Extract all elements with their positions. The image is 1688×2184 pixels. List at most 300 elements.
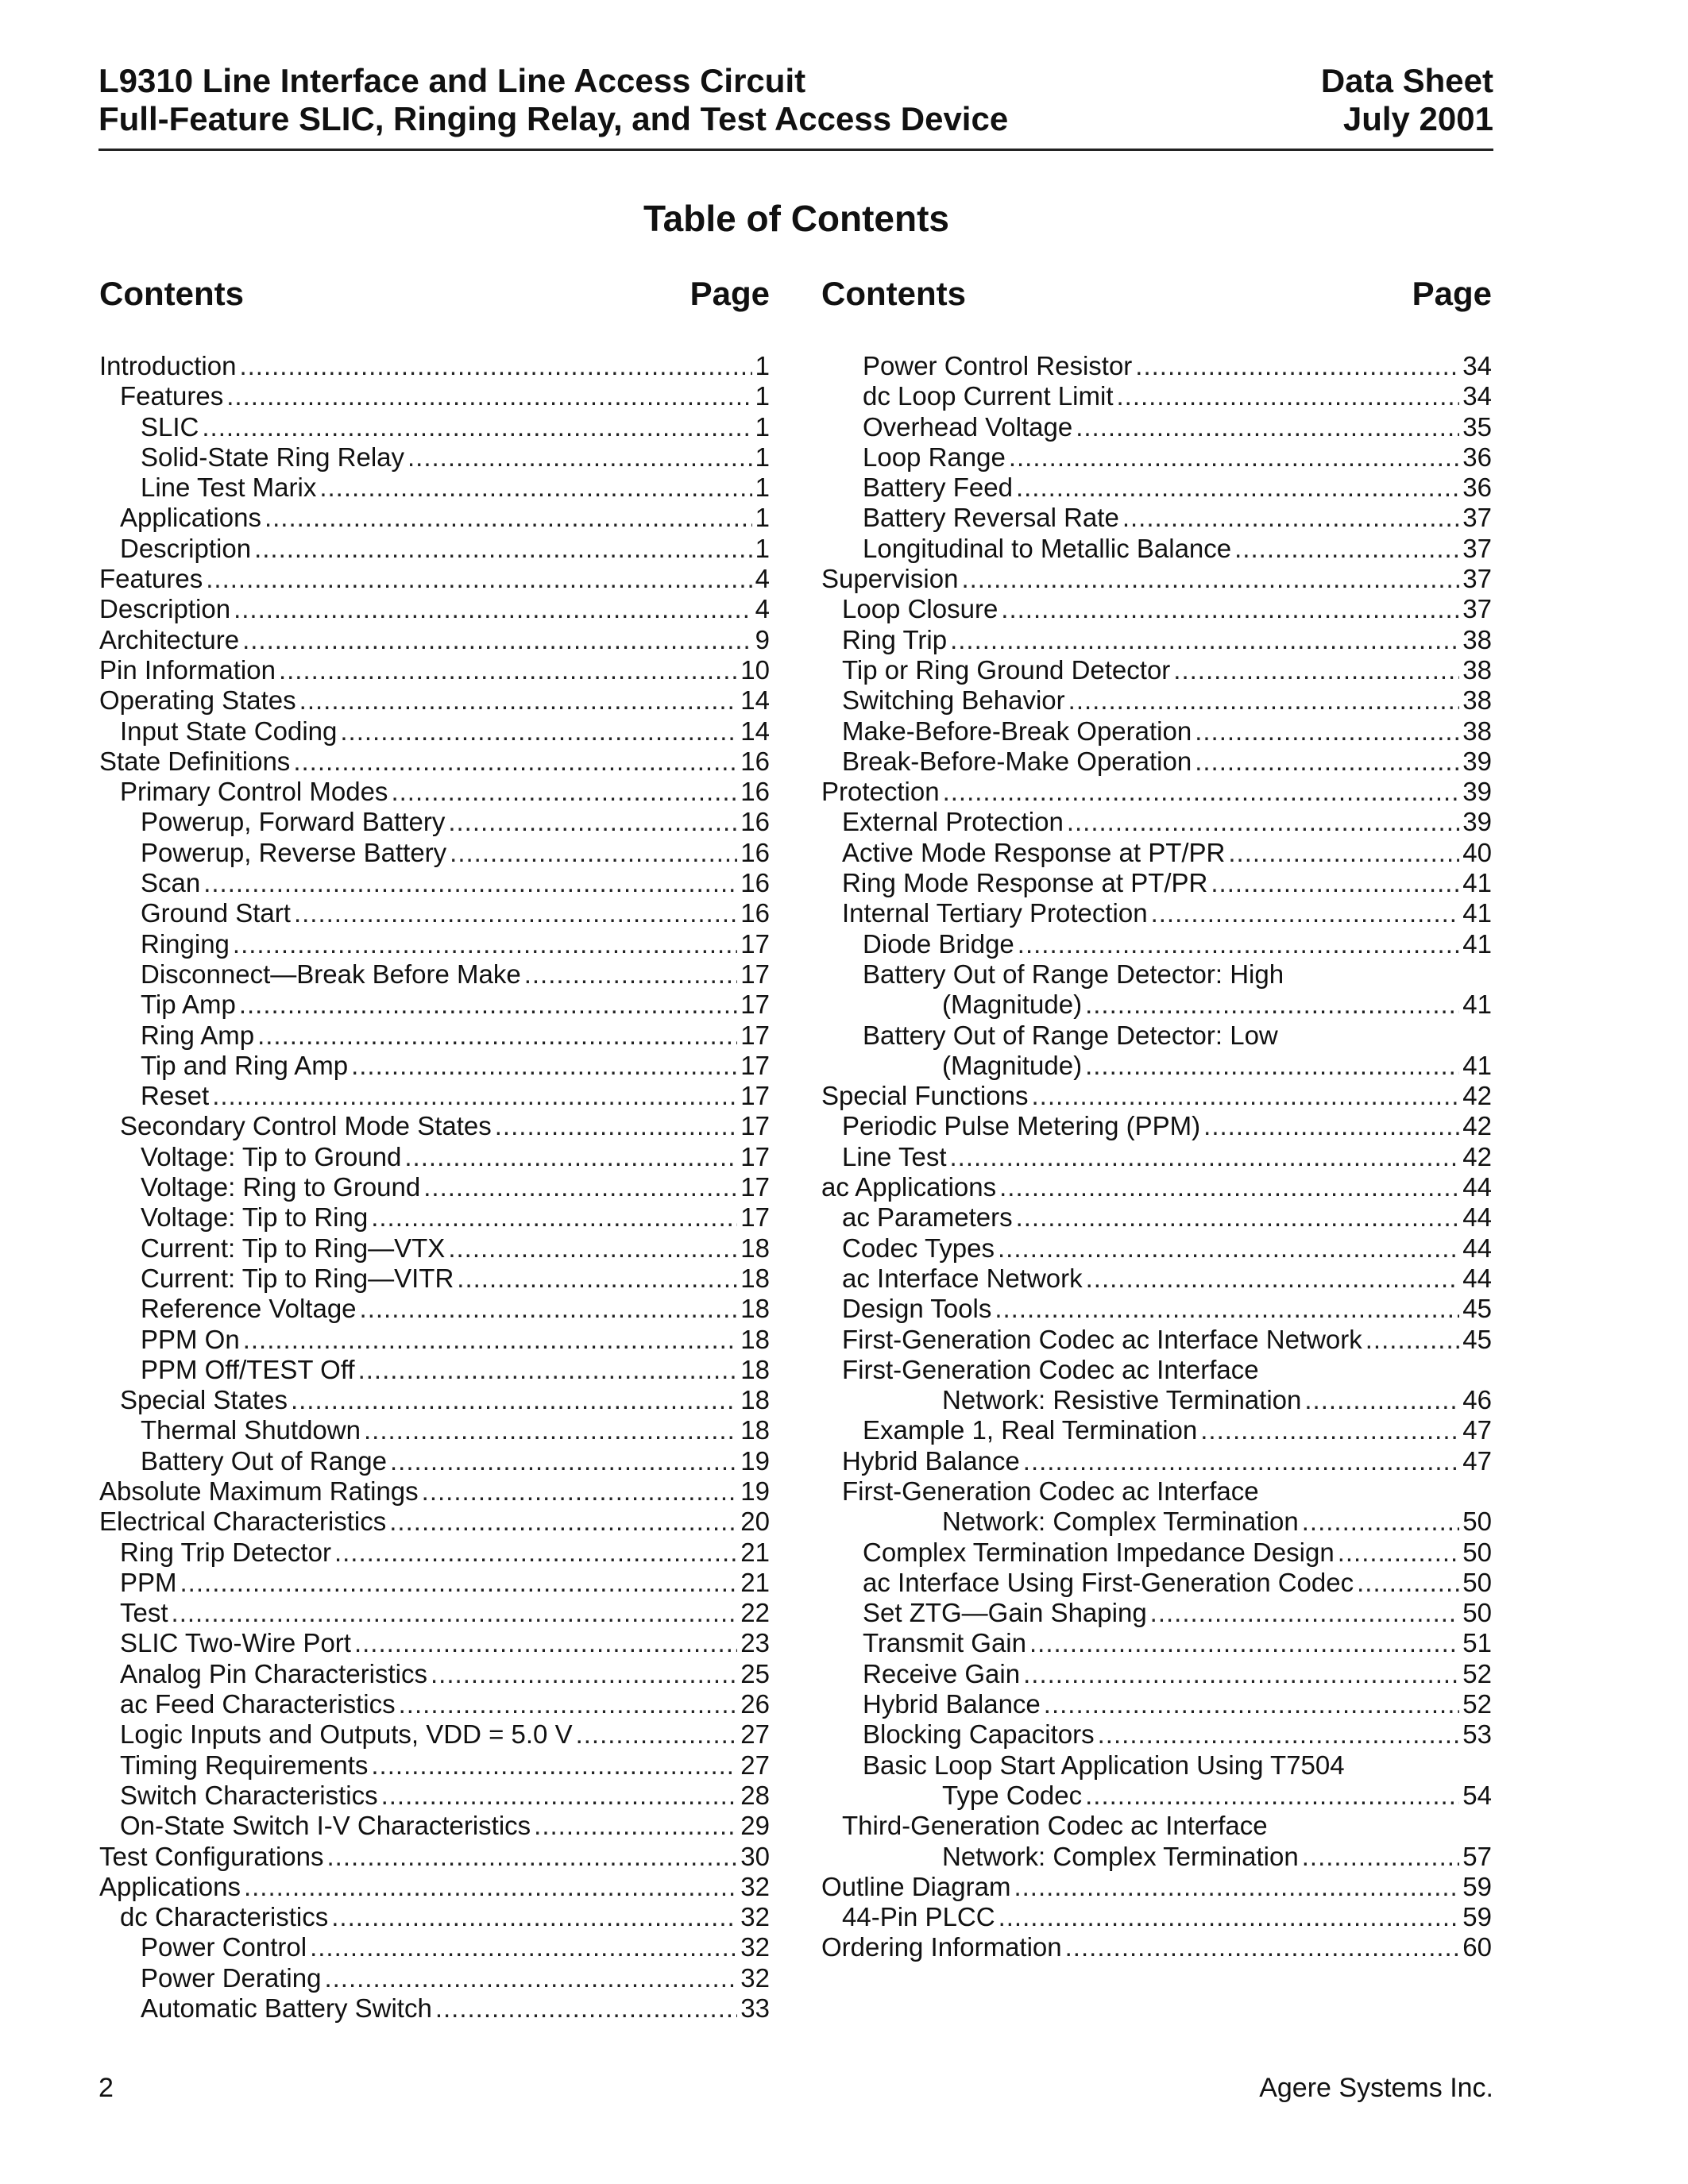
toc-entry[interactable] bbox=[821, 1811, 1492, 1841]
toc-entry-label: Supervision bbox=[821, 564, 959, 594]
toc-entry[interactable] bbox=[821, 1172, 1492, 1202]
toc-entry-label: Ring Amp bbox=[141, 1020, 255, 1050]
toc-entry[interactable] bbox=[99, 594, 770, 624]
toc-entry-page: 17 bbox=[740, 928, 770, 959]
toc-entry[interactable] bbox=[99, 716, 770, 747]
toc-entry[interactable] bbox=[99, 473, 770, 503]
toc-entry-label: Loop Range bbox=[863, 442, 1006, 472]
toc-dot-leader bbox=[435, 1993, 737, 2024]
toc-entry[interactable] bbox=[99, 1385, 770, 1415]
toc-entry-label: Tip and Ring Amp bbox=[141, 1050, 349, 1080]
toc-entry[interactable] bbox=[821, 1051, 1492, 1081]
toc-entry-label: Solid-State Ring Relay bbox=[141, 442, 404, 472]
toc-dot-leader bbox=[364, 1415, 737, 1445]
toc-entry-page: 59 bbox=[1462, 1871, 1492, 1901]
toc-entry[interactable] bbox=[99, 1993, 770, 2024]
toc-entry[interactable] bbox=[821, 1781, 1492, 1811]
toc-entry[interactable] bbox=[821, 777, 1492, 807]
toc-entry[interactable] bbox=[99, 1325, 770, 1355]
toc-entry[interactable] bbox=[99, 1172, 770, 1202]
toc-entry-label: Type Codec bbox=[942, 1780, 1083, 1810]
toc-entry[interactable] bbox=[99, 959, 770, 990]
toc-entry[interactable] bbox=[99, 929, 770, 959]
toc-entry-label: Battery Out of Range bbox=[141, 1445, 388, 1476]
toc-entry-page: 39 bbox=[1462, 807, 1492, 837]
toc-entry[interactable] bbox=[99, 1264, 770, 1294]
toc-entry-label: Tip Amp bbox=[141, 990, 236, 1020]
toc-entry[interactable] bbox=[99, 1111, 770, 1141]
toc-entry[interactable] bbox=[821, 1142, 1492, 1172]
toc-entry-page: 16 bbox=[740, 807, 770, 837]
toc-entry-label: ac Feed Characteristics bbox=[120, 1689, 396, 1719]
toc-entry[interactable] bbox=[99, 1719, 770, 1750]
toc-entry-label: Network: Complex Termination bbox=[942, 1841, 1299, 1871]
toc-entry-page: 32 bbox=[740, 1962, 770, 1993]
toc-entry-page: 34 bbox=[1462, 351, 1492, 380]
toc-entry[interactable] bbox=[821, 1628, 1492, 1658]
toc-entry-label: PPM Off/TEST Off bbox=[141, 1354, 355, 1384]
left-column-header bbox=[99, 272, 770, 316]
toc-entry[interactable] bbox=[99, 1415, 770, 1445]
toc-entry[interactable] bbox=[99, 625, 770, 655]
toc-entry[interactable] bbox=[821, 1932, 1492, 1962]
toc-entry-page: 9 bbox=[755, 624, 770, 654]
toc-dot-leader bbox=[1044, 1689, 1460, 1719]
toc-entry-page: 4 bbox=[755, 594, 770, 624]
toc-entry-label: Line Test Marix bbox=[141, 473, 317, 503]
toc-entry-label: Operating States bbox=[99, 685, 296, 716]
toc-entry[interactable] bbox=[99, 1689, 770, 1719]
toc-entry[interactable] bbox=[821, 564, 1492, 594]
toc-entry[interactable] bbox=[821, 655, 1492, 685]
toc-entry-label: Input State Coding bbox=[120, 716, 338, 746]
toc-entry-label: Absolute Maximum Ratings bbox=[99, 1476, 419, 1506]
toc-entry[interactable] bbox=[99, 1142, 770, 1172]
toc-entry-page: 17 bbox=[740, 1020, 770, 1050]
toc-entry[interactable] bbox=[99, 1446, 770, 1476]
toc-entry[interactable] bbox=[821, 868, 1492, 898]
toc-dot-leader bbox=[999, 1902, 1460, 1932]
toc-entry-page: 17 bbox=[740, 990, 770, 1020]
toc-entry-page: 27 bbox=[740, 1750, 770, 1780]
toc-entry-label: Features bbox=[99, 564, 203, 594]
toc-entry[interactable] bbox=[99, 381, 770, 411]
toc-dot-leader bbox=[242, 625, 752, 655]
toc-entry-page: 20 bbox=[740, 1507, 770, 1537]
toc-entry[interactable] bbox=[99, 412, 770, 442]
toc-entry-page: 59 bbox=[1462, 1902, 1492, 1932]
toc-entry[interactable] bbox=[821, 1355, 1492, 1385]
toc-dot-leader bbox=[1302, 1842, 1460, 1872]
toc-entry[interactable] bbox=[99, 1294, 770, 1324]
toc-entry-label: First-Generation Codec ac Interface bbox=[842, 1476, 1259, 1506]
toc-entry[interactable] bbox=[99, 1081, 770, 1111]
toc-entry[interactable] bbox=[99, 747, 770, 777]
toc-dot-leader bbox=[1098, 1719, 1460, 1750]
toc-entry-label: Applications bbox=[120, 503, 261, 533]
toc-dot-leader bbox=[457, 1264, 737, 1294]
toc-entry-label: (Magnitude) bbox=[942, 1050, 1083, 1080]
toc-entry[interactable] bbox=[99, 1051, 770, 1081]
toc-dot-leader bbox=[1031, 1081, 1459, 1111]
toc-entry-page: 1 bbox=[755, 533, 770, 563]
toc-dot-leader bbox=[1029, 1628, 1459, 1658]
toc-entry[interactable] bbox=[821, 747, 1492, 777]
toc-dot-leader bbox=[1302, 1507, 1460, 1537]
toc-dot-leader bbox=[334, 1538, 737, 1568]
toc-entry[interactable] bbox=[99, 777, 770, 807]
title-line-2: Full-Feature SLIC, Ringing Relay, and Test Access Device bbox=[98, 100, 1009, 137]
toc-dot-leader bbox=[1228, 838, 1459, 868]
toc-entry-label: Introduction bbox=[99, 351, 237, 380]
toc-entry[interactable] bbox=[821, 351, 1492, 381]
toc-entry-page: 17 bbox=[740, 1141, 770, 1171]
toc-entry[interactable] bbox=[821, 1902, 1492, 1932]
toc-dot-leader bbox=[524, 959, 738, 990]
toc-entry-label: Line Test bbox=[842, 1141, 947, 1171]
toc-entry[interactable] bbox=[99, 1872, 770, 1902]
toc-entry-page: 25 bbox=[740, 1658, 770, 1688]
toc-entry[interactable] bbox=[821, 716, 1492, 747]
toc-entry-label: Thermal Shutdown bbox=[141, 1415, 361, 1445]
toc-entry-label: Special States bbox=[120, 1385, 288, 1415]
toc-dot-leader bbox=[340, 716, 737, 747]
toc-entry-label: Test bbox=[120, 1598, 168, 1628]
toc-dot-leader bbox=[239, 351, 751, 381]
toc-entry-page: 1 bbox=[755, 381, 770, 411]
toc-entry[interactable] bbox=[821, 1507, 1492, 1537]
toc-dot-leader bbox=[576, 1719, 738, 1750]
toc-entry-label: Ground Start bbox=[141, 898, 291, 928]
page-heading: Page bbox=[689, 275, 770, 312]
toc-entry[interactable] bbox=[99, 1781, 770, 1811]
toc-dot-leader bbox=[226, 381, 751, 411]
toc-entry[interactable] bbox=[821, 807, 1492, 837]
toc-entry[interactable] bbox=[99, 1811, 770, 1841]
toc-entry[interactable] bbox=[821, 1385, 1492, 1415]
toc-entry[interactable] bbox=[821, 1021, 1492, 1051]
toc-dot-leader bbox=[294, 898, 737, 928]
toc-dot-leader bbox=[1076, 412, 1459, 442]
toc-dot-leader bbox=[279, 655, 737, 685]
toc-entry[interactable] bbox=[821, 594, 1492, 624]
toc-entry-page: 1 bbox=[755, 473, 770, 503]
toc-entry-page: 18 bbox=[740, 1415, 770, 1445]
toc-entry[interactable] bbox=[821, 1294, 1492, 1324]
toc-entry-label: Network: Complex Termination bbox=[942, 1507, 1299, 1537]
toc-dot-leader bbox=[326, 1842, 737, 1872]
toc-entry-label: (Magnitude) bbox=[942, 990, 1083, 1020]
toc-dot-leader bbox=[243, 1325, 738, 1355]
toc-entry-label: Active Mode Response at PT/PR bbox=[842, 837, 1226, 867]
toc-entry[interactable] bbox=[99, 838, 770, 868]
toc-entry-page: 50 bbox=[1462, 1598, 1492, 1628]
toc-entry-label: Current: Tip to Ring—VTX bbox=[141, 1233, 446, 1263]
toc-dot-leader bbox=[299, 685, 738, 716]
toc-entry[interactable] bbox=[99, 442, 770, 473]
toc-dot-leader bbox=[351, 1051, 737, 1081]
toc-dot-leader bbox=[1016, 1202, 1460, 1233]
toc-entry[interactable] bbox=[821, 1689, 1492, 1719]
toc-entry-page: 44 bbox=[1462, 1263, 1492, 1293]
toc-entry[interactable] bbox=[821, 412, 1492, 442]
toc-entry[interactable] bbox=[99, 1598, 770, 1628]
toc-entry[interactable] bbox=[99, 1355, 770, 1385]
toc-entry[interactable] bbox=[821, 1111, 1492, 1141]
toc-entry-label: Switch Characteristics bbox=[120, 1780, 378, 1810]
toc-dot-leader bbox=[999, 1172, 1459, 1202]
toc-dot-leader bbox=[1150, 1598, 1460, 1628]
toc-entry-page: 17 bbox=[740, 1050, 770, 1080]
toc-dot-leader bbox=[1200, 1415, 1459, 1445]
toc-dot-leader bbox=[423, 1172, 737, 1202]
toc-entry[interactable] bbox=[821, 1568, 1492, 1598]
toc-entry-page: 36 bbox=[1462, 442, 1492, 472]
toc-entry-label: Transmit Gain bbox=[863, 1628, 1026, 1658]
toc-entry[interactable] bbox=[821, 1750, 1492, 1781]
toc-right-column bbox=[821, 272, 1492, 1962]
document-title bbox=[98, 62, 1008, 138]
toc-dot-leader bbox=[448, 807, 737, 837]
toc-dot-leader bbox=[1023, 1446, 1460, 1476]
toc-dot-leader bbox=[371, 1750, 737, 1781]
page-heading: Page bbox=[1412, 275, 1492, 312]
toc-entry[interactable] bbox=[821, 685, 1492, 716]
toc-entry-label: Disconnect—Break Before Make bbox=[141, 959, 521, 989]
toc-dot-leader bbox=[950, 625, 1459, 655]
toc-entry-page: 17 bbox=[740, 1202, 770, 1233]
toc-entry[interactable] bbox=[99, 1932, 770, 1962]
toc-entry-label: Loop Closure bbox=[842, 594, 999, 624]
footer-page-number: 2 bbox=[98, 2073, 114, 2103]
toc-entry[interactable] bbox=[821, 381, 1492, 411]
toc-entry-label: Special Functions bbox=[821, 1081, 1029, 1111]
toc-entry[interactable] bbox=[821, 1872, 1492, 1902]
toc-entry-page: 46 bbox=[1462, 1385, 1492, 1415]
toc-entry-page: 51 bbox=[1462, 1628, 1492, 1658]
toc-entry-page: 52 bbox=[1462, 1689, 1492, 1719]
toc-entry-label: dc Characteristics bbox=[120, 1902, 329, 1932]
toc-entry-label: Ring Trip Detector bbox=[120, 1537, 331, 1567]
toc-dot-leader bbox=[949, 1142, 1459, 1172]
toc-dot-leader bbox=[331, 1902, 737, 1932]
toc-dot-leader bbox=[1016, 473, 1459, 503]
toc-entry-page: 41 bbox=[1462, 898, 1492, 928]
toc-entry[interactable] bbox=[821, 1415, 1492, 1445]
toc-dot-leader bbox=[495, 1111, 738, 1141]
toc-entry-label: Voltage: Tip to Ground bbox=[141, 1141, 402, 1171]
toc-entry-label: Third-Generation Codec ac Interface bbox=[842, 1811, 1268, 1841]
toc-entry-page: 1 bbox=[755, 351, 770, 380]
toc-entry-label: ac Applications bbox=[821, 1172, 997, 1202]
toc-entry-label: Longitudinal to Metallic Balance bbox=[863, 533, 1232, 563]
toc-entry-label: Power Derating bbox=[141, 1962, 322, 1993]
toc-dot-leader bbox=[431, 1659, 737, 1689]
toc-entry-label: PPM bbox=[120, 1567, 177, 1597]
toc-dot-leader bbox=[1085, 1051, 1459, 1081]
toc-entry[interactable] bbox=[99, 1659, 770, 1689]
toc-entry-page: 42 bbox=[1462, 1081, 1492, 1111]
toc-entry[interactable] bbox=[821, 1446, 1492, 1476]
toc-entry-page: 1 bbox=[755, 411, 770, 442]
toc-dot-leader bbox=[206, 564, 751, 594]
toc-entry-label: PPM On bbox=[141, 1324, 240, 1354]
toc-entry[interactable] bbox=[99, 503, 770, 533]
toc-entry-page: 18 bbox=[740, 1354, 770, 1384]
toc-entry[interactable] bbox=[99, 564, 770, 594]
toc-dot-leader bbox=[360, 1294, 738, 1324]
toc-entry-label: Receive Gain bbox=[863, 1658, 1021, 1688]
toc-entry[interactable] bbox=[821, 473, 1492, 503]
toc-entry[interactable] bbox=[821, 1202, 1492, 1233]
toc-dot-leader bbox=[1203, 1111, 1459, 1141]
toc-dot-leader bbox=[354, 1628, 737, 1658]
toc-entry-label: 44-Pin PLCC bbox=[842, 1902, 995, 1932]
toc-entry-label: Description bbox=[120, 533, 252, 563]
toc-dot-leader bbox=[1122, 503, 1459, 533]
toc-dot-leader bbox=[1151, 898, 1460, 928]
toc-dot-leader bbox=[1001, 594, 1459, 624]
toc-entry[interactable] bbox=[821, 1264, 1492, 1294]
toc-entry-label: Battery Out of Range Detector: Low bbox=[863, 1020, 1278, 1050]
toc-entry-label: Make-Before-Break Operation bbox=[842, 716, 1192, 746]
toc-entry-page: 32 bbox=[740, 1902, 770, 1932]
toc-entry[interactable] bbox=[821, 929, 1492, 959]
left-toc-entries bbox=[99, 351, 770, 2024]
toc-dot-leader bbox=[1173, 655, 1459, 685]
toc-dot-leader bbox=[998, 1233, 1459, 1264]
toc-entry[interactable] bbox=[821, 503, 1492, 533]
toc-entry[interactable] bbox=[821, 1842, 1492, 1872]
toc-dot-leader bbox=[1018, 929, 1460, 959]
toc-dot-leader bbox=[234, 594, 752, 624]
toc-entry[interactable] bbox=[99, 351, 770, 381]
toc-dot-leader bbox=[1195, 716, 1459, 747]
toc-entry[interactable] bbox=[821, 1081, 1492, 1111]
toc-entry[interactable] bbox=[99, 1568, 770, 1598]
toc-entry-label: Basic Loop Start Application Using T7504 bbox=[863, 1750, 1345, 1780]
toc-entry[interactable] bbox=[99, 1507, 770, 1537]
toc-dot-leader bbox=[1338, 1538, 1460, 1568]
toc-entry-page: 47 bbox=[1462, 1445, 1492, 1476]
toc-entry[interactable] bbox=[99, 1628, 770, 1658]
toc-dot-leader bbox=[257, 1021, 737, 1051]
toc-dot-leader bbox=[1065, 1932, 1460, 1962]
toc-entry-page: 23 bbox=[740, 1628, 770, 1658]
toc-entry-label: Network: Resistive Termination bbox=[942, 1385, 1302, 1415]
toc-entry-page: 16 bbox=[740, 898, 770, 928]
toc-entry[interactable] bbox=[821, 838, 1492, 868]
toc-entry[interactable] bbox=[99, 868, 770, 898]
toc-entry[interactable] bbox=[99, 685, 770, 716]
toc-entry-label: ac Interface Using First-Generation Codec bbox=[863, 1567, 1354, 1597]
toc-entry-label: Hybrid Balance bbox=[863, 1689, 1041, 1719]
toc-entry[interactable] bbox=[99, 1963, 770, 1993]
toc-entry-page: 16 bbox=[740, 746, 770, 776]
toc-entry[interactable] bbox=[99, 1538, 770, 1568]
page-header bbox=[98, 57, 1493, 151]
toc-entry-page: 14 bbox=[740, 685, 770, 716]
toc-entry[interactable] bbox=[99, 655, 770, 685]
toc-dot-leader bbox=[371, 1202, 737, 1233]
toc-entry[interactable] bbox=[821, 1538, 1492, 1568]
toc-entry[interactable] bbox=[821, 1598, 1492, 1628]
toc-entry[interactable] bbox=[821, 898, 1492, 928]
contents-heading: Contents bbox=[821, 275, 966, 312]
toc-entry-page: 41 bbox=[1462, 868, 1492, 898]
toc-entry[interactable] bbox=[99, 990, 770, 1020]
toc-entry[interactable] bbox=[821, 534, 1492, 564]
toc-entry-label: Features bbox=[120, 381, 224, 411]
toc-entry-page: 33 bbox=[740, 1993, 770, 2024]
toc-entry[interactable] bbox=[821, 1719, 1492, 1750]
toc-entry[interactable] bbox=[99, 1021, 770, 1051]
toc-entry[interactable] bbox=[99, 1902, 770, 1932]
toc-entry[interactable] bbox=[99, 1750, 770, 1781]
toc-entry-label: Description bbox=[99, 594, 231, 624]
toc-entry-label: External Protection bbox=[842, 807, 1064, 837]
toc-entry[interactable] bbox=[821, 1659, 1492, 1689]
toc-entry[interactable] bbox=[99, 1202, 770, 1233]
toc-entry[interactable] bbox=[99, 1476, 770, 1507]
toc-entry[interactable] bbox=[821, 1325, 1492, 1355]
toc-entry-page: 37 bbox=[1462, 594, 1492, 624]
toc-entry-page: 17 bbox=[740, 1111, 770, 1141]
toc-entry-page: 18 bbox=[740, 1294, 770, 1324]
toc-dot-leader bbox=[1195, 747, 1459, 777]
toc-entry-page: 50 bbox=[1462, 1507, 1492, 1537]
toc-entry-page: 21 bbox=[740, 1567, 770, 1597]
toc-entry-page: 32 bbox=[740, 1871, 770, 1901]
toc-entry[interactable] bbox=[821, 625, 1492, 655]
footer-company: Agere Systems Inc. bbox=[1259, 2073, 1493, 2103]
toc-entry-page: 10 bbox=[740, 654, 770, 685]
title-line-1: L9310 Line Interface and Line Access Circuit bbox=[98, 62, 806, 99]
toc-entry-page: 1 bbox=[755, 442, 770, 472]
toc-entry[interactable] bbox=[821, 1476, 1492, 1507]
toc-entry-label: Electrical Characteristics bbox=[99, 1507, 387, 1537]
toc-entry[interactable] bbox=[821, 959, 1492, 990]
doc-date: July 2001 bbox=[1342, 100, 1493, 137]
toc-entry[interactable] bbox=[99, 1842, 770, 1872]
toc-entry[interactable] bbox=[99, 898, 770, 928]
toc-dot-leader bbox=[1116, 381, 1459, 411]
toc-entry[interactable] bbox=[99, 807, 770, 837]
toc-entry-label: Reference Voltage bbox=[141, 1294, 357, 1324]
toc-entry-label: Powerup, Forward Battery bbox=[141, 807, 446, 837]
toc-entry[interactable] bbox=[99, 1233, 770, 1264]
toc-entry-page: 38 bbox=[1462, 654, 1492, 685]
toc-entry-page: 22 bbox=[740, 1598, 770, 1628]
toc-dot-leader bbox=[1357, 1568, 1459, 1598]
toc-dot-leader bbox=[180, 1568, 738, 1598]
toc-dot-leader bbox=[1234, 534, 1459, 564]
toc-entry[interactable] bbox=[821, 990, 1492, 1020]
toc-entry-label: Power Control bbox=[141, 1932, 307, 1962]
toc-entry[interactable] bbox=[821, 1233, 1492, 1264]
toc-entry-label: Tip or Ring Ground Detector bbox=[842, 654, 1171, 685]
toc-entry[interactable] bbox=[99, 534, 770, 564]
toc-entry-label: Timing Requirements bbox=[120, 1750, 369, 1780]
toc-dot-leader bbox=[244, 1872, 737, 1902]
toc-entry[interactable] bbox=[821, 442, 1492, 473]
toc-dot-leader bbox=[448, 1233, 737, 1264]
toc-dot-leader bbox=[239, 990, 737, 1020]
toc-entry-page: 16 bbox=[740, 868, 770, 898]
toc-entry-page: 18 bbox=[740, 1263, 770, 1293]
toc-entry-label: Logic Inputs and Outputs, VDD = 5.0 V bbox=[120, 1719, 573, 1750]
toc-entry-page: 17 bbox=[740, 959, 770, 989]
